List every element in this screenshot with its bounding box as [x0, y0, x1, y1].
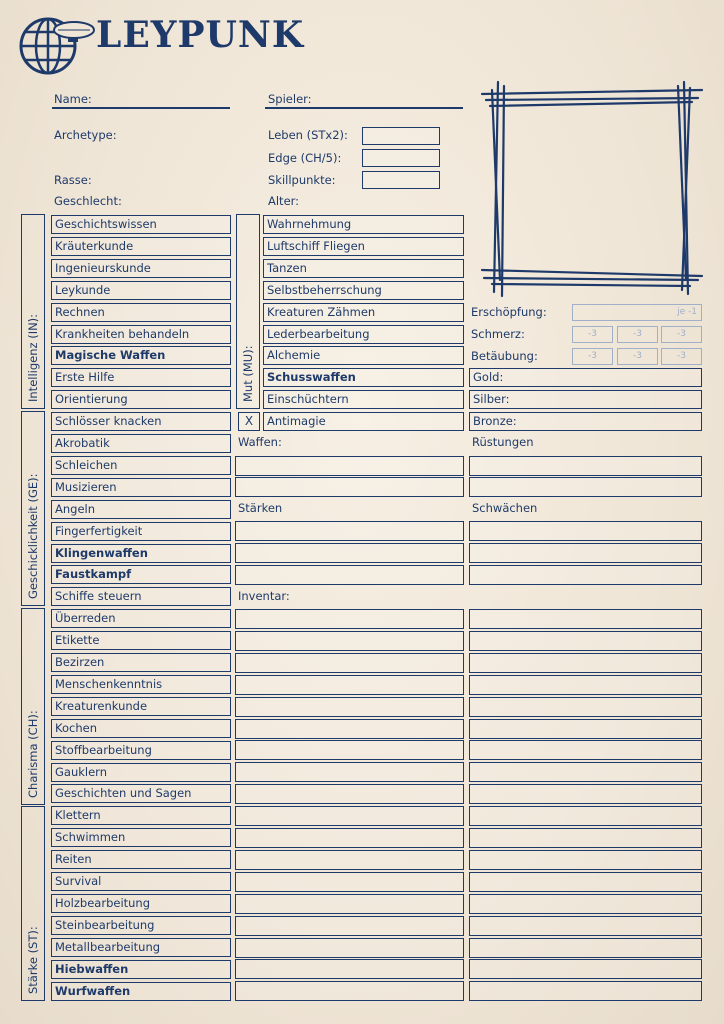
skill-row[interactable]: Metallbearbeitung — [51, 938, 231, 957]
skill-row[interactable]: Leykunde — [51, 281, 231, 300]
strength-field[interactable] — [235, 565, 464, 585]
weapon-field[interactable] — [235, 456, 464, 476]
skill-row[interactable]: Akrobatik — [51, 434, 231, 453]
skill-row[interactable]: Musizieren — [51, 478, 231, 497]
inventory-field[interactable] — [469, 938, 702, 958]
skill-row[interactable]: Schwimmen — [51, 828, 231, 847]
attr-intelligence: Intelligenz (IN): — [21, 214, 45, 409]
armor-field[interactable] — [469, 477, 702, 497]
skill-row[interactable]: Reiten — [51, 850, 231, 869]
strengths-label: Stärken — [238, 501, 283, 515]
name-underline[interactable] — [52, 107, 230, 109]
inventory-field[interactable] — [235, 784, 464, 804]
inventory-field[interactable] — [469, 653, 702, 673]
skill-row[interactable]: Klingenwaffen — [51, 544, 231, 563]
skill-row[interactable]: Angeln — [51, 500, 231, 519]
inventory-field[interactable] — [235, 740, 464, 760]
inventory-field[interactable] — [469, 981, 702, 1001]
inventory-field[interactable] — [469, 959, 702, 979]
skill-row[interactable]: Kreaturenkunde — [51, 697, 231, 716]
edge-label: Edge (CH/5): — [268, 151, 342, 165]
inventory-field[interactable] — [469, 872, 702, 892]
strength-field[interactable] — [235, 521, 464, 541]
inventory-field[interactable] — [235, 894, 464, 914]
inventory-field[interactable] — [235, 762, 464, 782]
pain-box[interactable]: -3 — [661, 326, 702, 343]
skill-row[interactable]: Orientierung — [51, 390, 231, 409]
pain-box[interactable]: -3 — [617, 326, 658, 343]
skill-row-mut[interactable]: Alchemie — [263, 346, 464, 365]
skill-row[interactable]: Kräuterkunde — [51, 237, 231, 256]
pain-box[interactable]: -3 — [572, 326, 613, 343]
skill-row-mut[interactable]: Selbstbeherrschung — [263, 281, 464, 300]
life-field[interactable] — [362, 127, 440, 145]
inventory-field[interactable] — [235, 916, 464, 936]
player-underline[interactable] — [265, 107, 463, 109]
skill-row-mut[interactable]: Tanzen — [263, 259, 464, 278]
inventory-field[interactable] — [469, 609, 702, 629]
antimagie-mark[interactable]: X — [238, 412, 260, 431]
stun-box[interactable]: -3 — [661, 348, 702, 365]
pain-label: Schmerz: — [471, 327, 525, 341]
inventory-field[interactable] — [235, 631, 464, 651]
skill-row[interactable]: Schlösser knacken — [51, 412, 231, 431]
skill-row[interactable]: Magische Waffen — [51, 346, 231, 365]
skill-row-mut[interactable]: Wahrnehmung — [263, 215, 464, 234]
player-label: Spieler: — [268, 92, 312, 106]
inventory-field[interactable] — [469, 894, 702, 914]
archetype-label: Archetype: — [54, 128, 117, 142]
armor-label: Rüstungen — [472, 435, 534, 449]
globe-airship-logo-icon — [18, 12, 98, 76]
skill-row-mut[interactable]: Kreaturen Zähmen — [263, 303, 464, 322]
stun-box[interactable]: -3 — [572, 348, 613, 365]
skill-row[interactable]: Krankheiten behandeln — [51, 325, 231, 344]
skill-row[interactable]: Stoffbearbeitung — [51, 741, 231, 760]
inventory-field[interactable] — [235, 938, 464, 958]
skill-row[interactable]: Klettern — [51, 806, 231, 825]
edge-field[interactable] — [362, 149, 440, 167]
age-label: Alter: — [268, 194, 300, 208]
inventory-field[interactable] — [235, 609, 464, 629]
inventory-field[interactable] — [235, 675, 464, 695]
skill-row-mut[interactable]: Luftschiff Fliegen — [263, 237, 464, 256]
inventory-field[interactable] — [469, 697, 702, 717]
brand-title: LEYPUNK — [96, 14, 305, 56]
skill-row[interactable]: Geschichtswissen — [51, 215, 231, 234]
skill-row[interactable]: Holzbearbeitung — [51, 894, 231, 913]
attr-courage: Mut (MU): — [236, 214, 260, 409]
skill-row[interactable]: Fingerfertigkeit — [51, 522, 231, 541]
silver-field[interactable]: Silber: — [469, 390, 702, 409]
skillpoints-field[interactable] — [362, 171, 440, 189]
inventory-field[interactable] — [235, 981, 464, 1001]
weapons-label: Waffen: — [238, 435, 282, 449]
inventory-field[interactable] — [235, 806, 464, 826]
skill-row[interactable]: Gauklern — [51, 763, 231, 782]
skill-row[interactable]: Schleichen — [51, 456, 231, 475]
stun-label: Betäubung: — [471, 349, 538, 363]
inventory-field[interactable] — [235, 828, 464, 848]
skill-row-mut[interactable]: Einschüchtern — [263, 390, 464, 409]
stun-box[interactable]: -3 — [617, 348, 658, 365]
skill-row[interactable]: Steinbearbeitung — [51, 916, 231, 935]
armor-field[interactable] — [469, 456, 702, 476]
attr-strength: Stärke (ST): — [21, 806, 45, 1001]
race-label: Rasse: — [54, 173, 92, 187]
skill-row[interactable]: Faustkampf — [51, 565, 231, 584]
weakness-field[interactable] — [469, 543, 702, 563]
inventory-field[interactable] — [469, 675, 702, 695]
gold-field[interactable]: Gold: — [469, 368, 702, 387]
skill-row[interactable]: Bezirzen — [51, 653, 231, 672]
skill-row[interactable]: Survival — [51, 872, 231, 891]
inventory-field[interactable] — [469, 740, 702, 760]
inventory-field[interactable] — [469, 631, 702, 651]
skillpoints-label: Skillpunkte: — [268, 173, 336, 187]
attr-charisma: Charisma (CH): — [21, 608, 45, 805]
bronze-field[interactable]: Bronze: — [469, 412, 702, 431]
weakness-field[interactable] — [469, 521, 702, 541]
skill-row-mut[interactable]: Schusswaffen — [263, 368, 464, 387]
inventory-field[interactable] — [235, 653, 464, 673]
skill-row-mut[interactable]: Antimagie — [263, 412, 464, 431]
life-label: Leben (STx2): — [268, 128, 348, 142]
inventory-field[interactable] — [235, 697, 464, 717]
skill-row[interactable]: Überreden — [51, 609, 231, 628]
inventory-field[interactable] — [469, 806, 702, 826]
strength-field[interactable] — [235, 543, 464, 563]
weapon-field[interactable] — [235, 477, 464, 497]
inventory-field[interactable] — [235, 959, 464, 979]
skill-row[interactable]: Hiebwaffen — [51, 960, 231, 979]
name-label: Name: — [54, 92, 92, 106]
skill-row[interactable]: Rechnen — [51, 303, 231, 322]
skill-row[interactable]: Menschenkenntnis — [51, 675, 231, 694]
inventory-field[interactable] — [469, 784, 702, 804]
skill-row[interactable]: Erste Hilfe — [51, 368, 231, 387]
skill-row[interactable]: Kochen — [51, 719, 231, 738]
inventory-field[interactable] — [469, 850, 702, 870]
gender-label: Geschlecht: — [54, 194, 122, 208]
exhaustion-label: Erschöpfung: — [471, 305, 547, 319]
inventory-field[interactable] — [235, 719, 464, 739]
inventory-field[interactable] — [235, 872, 464, 892]
weaknesses-label: Schwächen — [472, 501, 538, 515]
skill-row[interactable]: Ingenieurskunde — [51, 259, 231, 278]
inventory-field[interactable] — [469, 916, 702, 936]
inventory-field[interactable] — [469, 828, 702, 848]
weakness-field[interactable] — [469, 565, 702, 585]
portrait-frame[interactable] — [480, 80, 705, 298]
inventory-field[interactable] — [235, 850, 464, 870]
skill-row[interactable]: Wurfwaffen — [51, 982, 231, 1001]
inventory-field[interactable] — [469, 719, 702, 739]
exhaustion-field[interactable]: je -1 — [572, 304, 702, 321]
skill-row[interactable]: Geschichten und Sagen — [51, 784, 231, 803]
attr-dexterity: Geschicklichkeit (GE): — [21, 411, 45, 606]
skill-row[interactable]: Schiffe steuern — [51, 587, 231, 606]
inventory-field[interactable] — [469, 762, 702, 782]
skill-row[interactable]: Etikette — [51, 631, 231, 650]
inventory-label: Inventar: — [238, 589, 290, 603]
skill-row-mut[interactable]: Lederbearbeitung — [263, 325, 464, 344]
